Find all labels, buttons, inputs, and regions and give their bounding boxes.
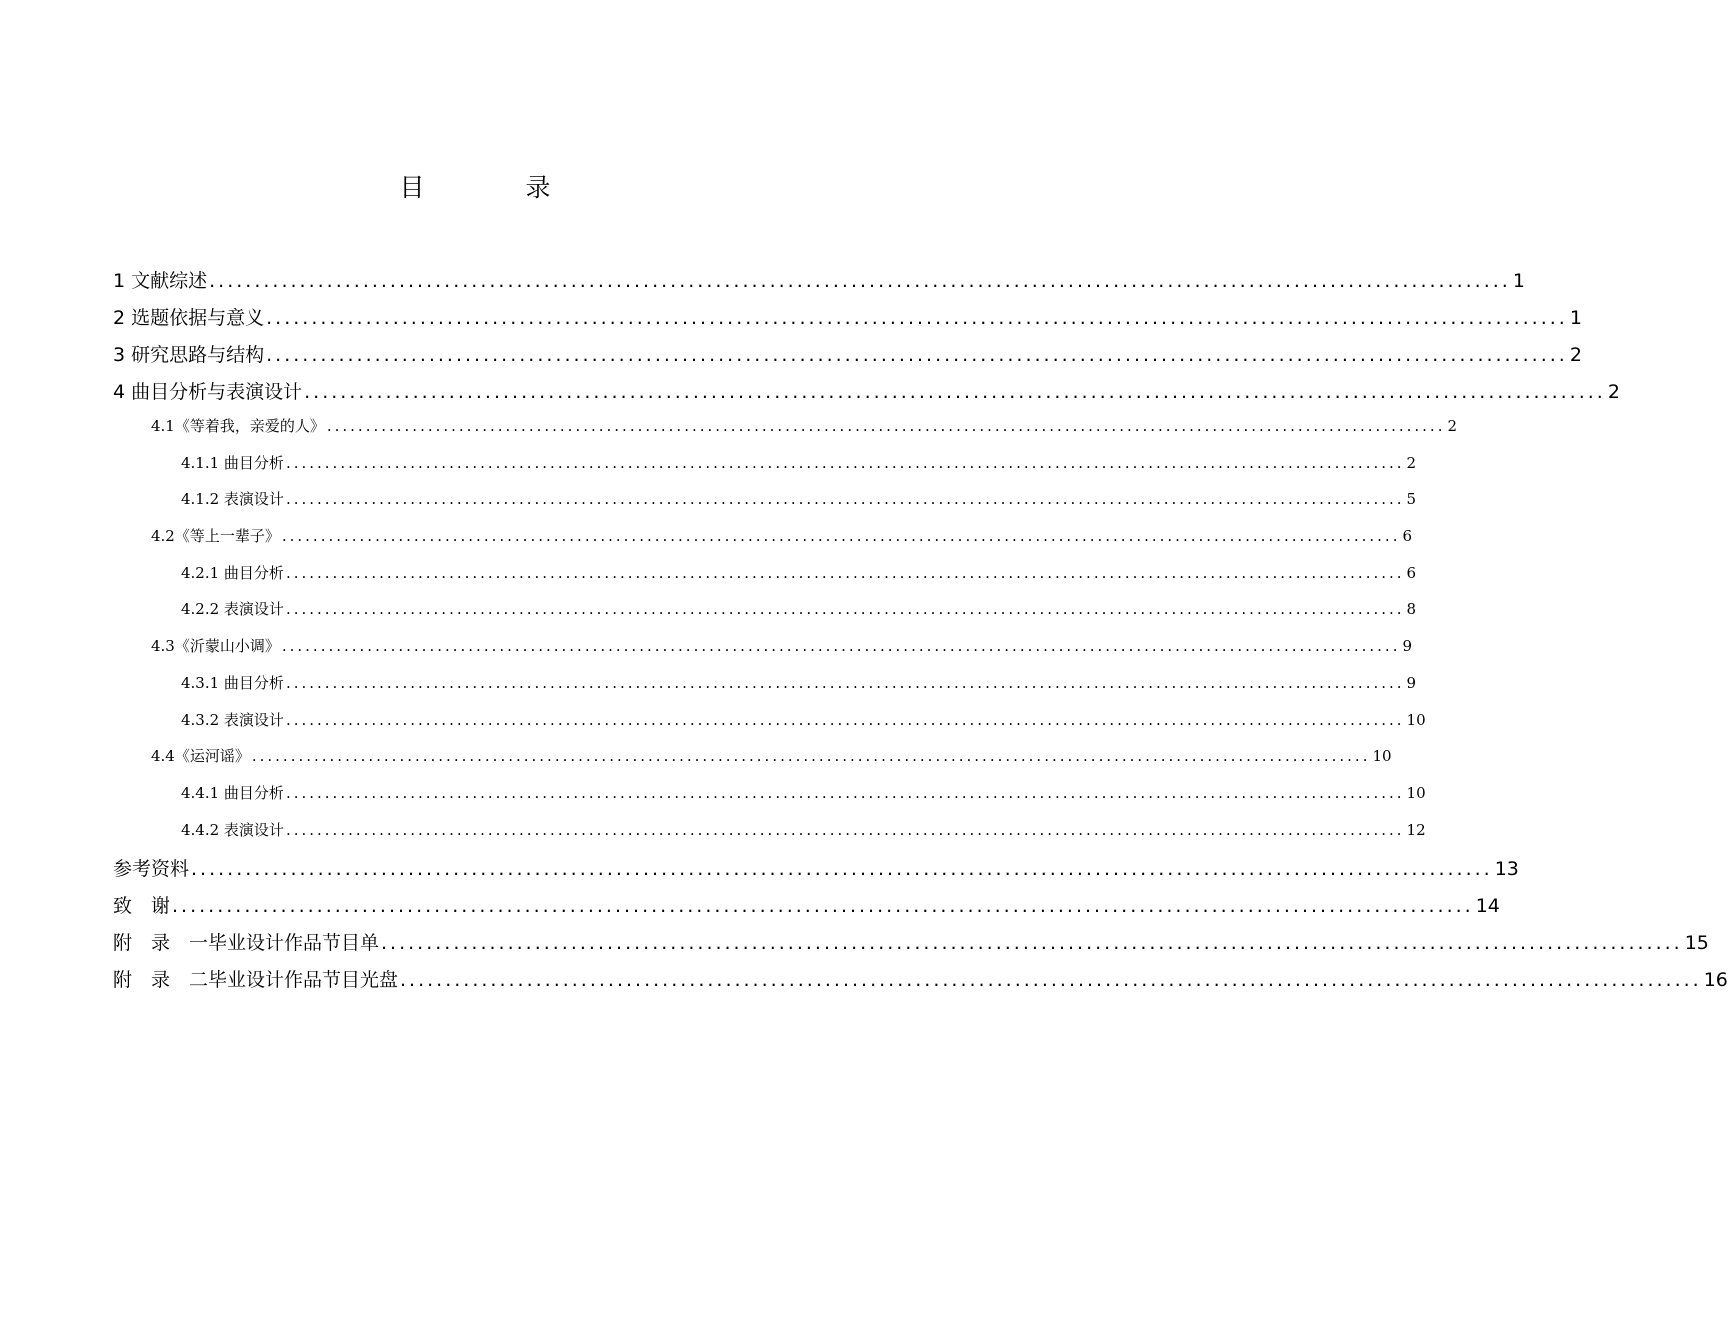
toc-page-number: 2: [1447, 417, 1458, 435]
dot-leader: ................................................................................................................................................: [266, 344, 1568, 366]
dot-leader: ................................................................................................................................................: [400, 969, 1702, 991]
toc-page-number: 2: [1406, 454, 1417, 472]
toc-entry[interactable]: [113, 928, 1709, 955]
toc-entry[interactable]: [151, 525, 1413, 546]
toc-entry-label: 1 文献综述: [113, 270, 208, 292]
toc-page-number: 12: [1406, 821, 1426, 839]
toc-page-number: 10: [1406, 711, 1426, 729]
toc-entry-label: 4.3.1 曲目分析: [181, 674, 284, 692]
toc-entry[interactable]: [181, 819, 1426, 840]
toc-entry[interactable]: [181, 562, 1417, 583]
toc-entry-label: 参考资料: [113, 858, 190, 880]
toc-entry[interactable]: [151, 745, 1392, 766]
toc-page-number: 6: [1402, 527, 1413, 545]
dot-leader: ................................................................................................................................................: [285, 454, 1405, 472]
dot-leader: ................................................................................................................................................: [281, 637, 1401, 655]
toc-page-number: 2: [1569, 344, 1582, 366]
dot-leader: ................................................................................................................................................: [381, 932, 1683, 954]
dot-leader: ................................................................................................................................................: [285, 490, 1405, 508]
dot-leader: ................................................................................................................................................: [191, 858, 1493, 880]
toc-entry-label: 4.1.1 曲目分析: [181, 454, 284, 472]
toc-page-number: 1: [1512, 270, 1525, 292]
toc-entry-label: 4.3.2 表演设计: [181, 711, 284, 729]
toc-page-number: 14: [1475, 895, 1500, 917]
dot-leader: ................................................................................................................................................: [285, 564, 1405, 582]
toc-entry-label: 4.4《运河谣》: [151, 747, 250, 765]
dot-leader: ................................................................................................................................................: [285, 600, 1405, 618]
toc-entry-label: 4.4.2 表演设计: [181, 821, 284, 839]
toc-entry[interactable]: [181, 782, 1426, 803]
toc-entry-label: 4.2《等上一辈子》: [151, 527, 280, 545]
page-title: 目 录: [399, 173, 589, 202]
toc-entry-label: 4 曲目分析与表演设计: [113, 381, 303, 403]
toc-page-number: 8: [1406, 600, 1417, 618]
toc-page-number: 16: [1703, 969, 1728, 991]
toc-page-number: 10: [1372, 747, 1392, 765]
toc-entry-label: 4.4.1 曲目分析: [181, 784, 284, 802]
toc-entry-label: 3 研究思路与结构: [113, 344, 265, 366]
dot-leader: ................................................................................................................................................: [209, 270, 1511, 292]
dot-leader: ................................................................................................................................................: [285, 674, 1405, 692]
toc-entry[interactable]: [113, 377, 1620, 404]
toc-entry[interactable]: [181, 672, 1417, 693]
toc-entry-label: 4.2.1 曲目分析: [181, 564, 284, 582]
toc-entry-label: 致 谢: [113, 895, 171, 917]
toc-entry[interactable]: [113, 303, 1582, 330]
toc-page-number: 10: [1406, 784, 1426, 802]
toc-entry-label: 4.1《等着我，亲爱的人》: [151, 417, 325, 435]
toc-entry-label: 4.3《沂蒙山小调》: [151, 637, 280, 655]
toc-entry[interactable]: [113, 854, 1519, 881]
toc-entry[interactable]: [113, 266, 1525, 293]
toc-page-number: 9: [1402, 637, 1413, 655]
toc-page-number: 2: [1607, 381, 1620, 403]
dot-leader: ................................................................................................................................................: [304, 381, 1606, 403]
toc-entry[interactable]: [181, 452, 1417, 473]
toc-entry[interactable]: [151, 415, 1458, 436]
dot-leader: ................................................................................................................................................: [251, 747, 1371, 765]
toc-entry[interactable]: [113, 891, 1500, 918]
dot-leader: ................................................................................................................................................: [266, 307, 1568, 329]
dot-leader: ................................................................................................................................................: [326, 417, 1446, 435]
toc-entry[interactable]: [151, 635, 1413, 656]
dot-leader: ................................................................................................................................................: [281, 527, 1401, 545]
toc-entry-label: 2 选题依据与意义: [113, 307, 265, 329]
toc-entry[interactable]: [181, 598, 1417, 619]
dot-leader: ................................................................................................................................................: [285, 784, 1405, 802]
toc-page-number: 1: [1569, 307, 1582, 329]
toc-page-number: 15: [1684, 932, 1709, 954]
toc-entry-label: 4.1.2 表演设计: [181, 490, 284, 508]
dot-leader: ................................................................................................................................................: [172, 895, 1474, 917]
toc-entry-label: 附 录 二毕业设计作品节目光盘: [113, 969, 399, 991]
dot-leader: ................................................................................................................................................: [285, 711, 1405, 729]
dot-leader: ................................................................................................................................................: [285, 821, 1405, 839]
toc-entry[interactable]: [113, 965, 1728, 992]
toc-entry[interactable]: [181, 488, 1417, 509]
toc-page-number: 6: [1406, 564, 1417, 582]
toc-page-number: 5: [1406, 490, 1417, 508]
toc-entry-label: 4.2.2 表演设计: [181, 600, 284, 618]
toc-entry-label: 附 录 一毕业设计作品节目单: [113, 932, 380, 954]
toc-entry[interactable]: [181, 709, 1426, 730]
toc-page-number: 9: [1406, 674, 1417, 692]
toc-entry[interactable]: [113, 340, 1582, 367]
toc-page-number: 13: [1494, 858, 1519, 880]
